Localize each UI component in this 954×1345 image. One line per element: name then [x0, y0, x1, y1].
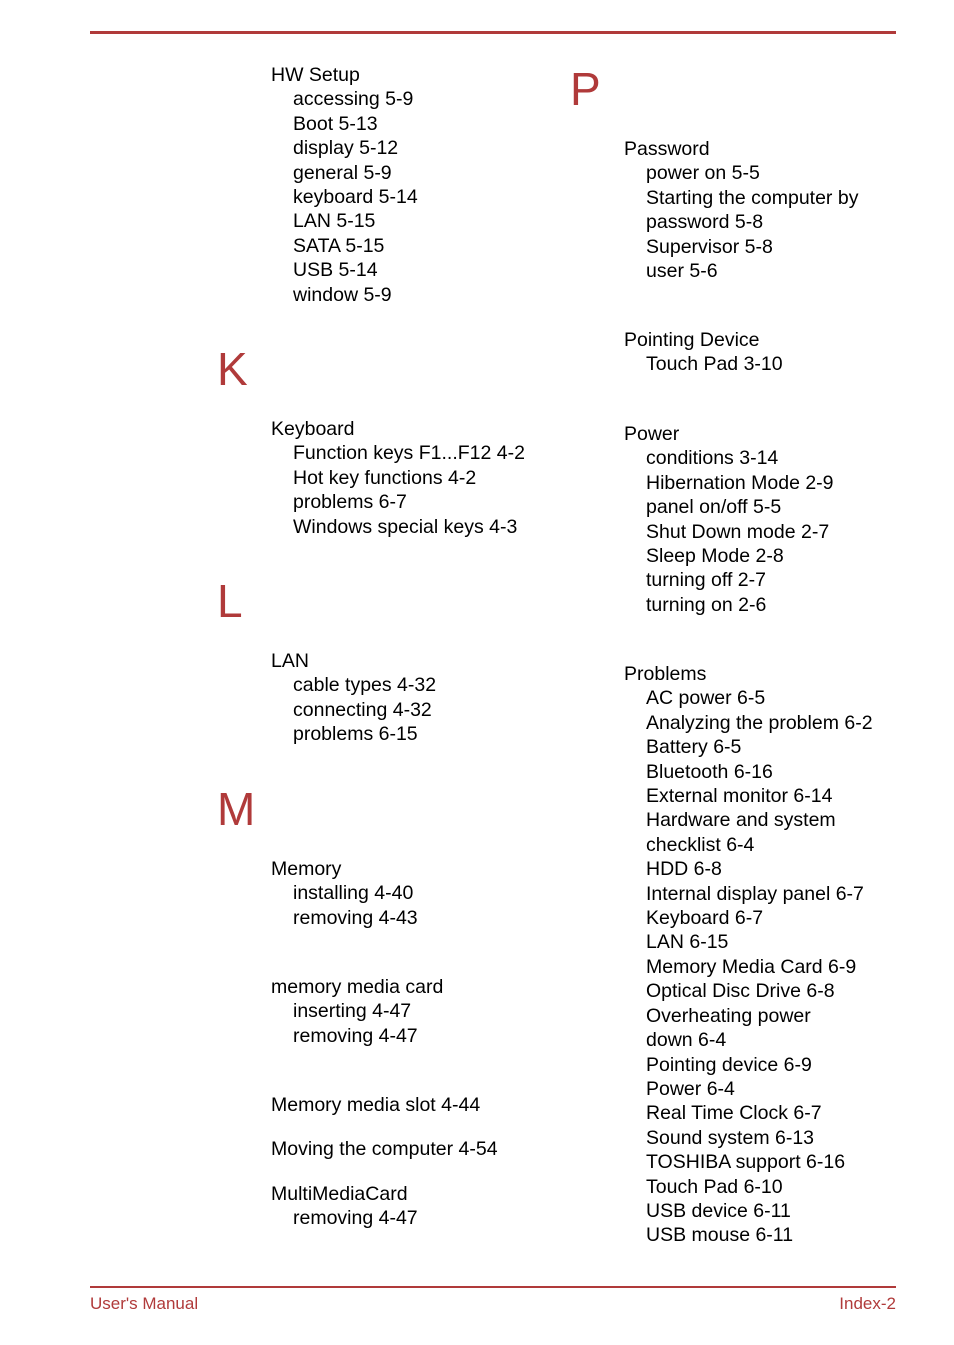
footer-rule [90, 1286, 896, 1288]
entry-title: Pointing Device [624, 329, 760, 351]
section-letter-p: P [570, 63, 601, 115]
sub-entry: Pointing device 6-9 [646, 1053, 812, 1076]
sub-entry: removing 4-47 [293, 1207, 418, 1230]
sub-entry: Sound system 6-13 [646, 1126, 815, 1149]
sub-entry: Hardware and system [646, 809, 836, 832]
sub-entry: checklist 6-4 [646, 833, 755, 856]
section-letter-m: M [217, 783, 256, 835]
sub-entry: Power 6-4 [646, 1077, 735, 1100]
sub-entry: Supervisor 5-8 [646, 235, 773, 258]
index-entry-problems [624, 662, 873, 1248]
footer-manual-title: User's Manual [90, 1294, 199, 1313]
section-letter-l: L [217, 575, 243, 627]
entry-title: Memory media slot 4-44 [271, 1094, 481, 1116]
sub-entry: HDD 6-8 [646, 858, 722, 881]
sub-entry: password 5-8 [646, 211, 764, 234]
sub-entry: panel on/off 5-5 [646, 496, 782, 519]
sub-entry: power on 5-5 [646, 162, 760, 185]
sub-entry: cable types 4-32 [293, 674, 437, 697]
index-entry-hw-setup [271, 63, 418, 307]
sub-entry: Shut Down mode 2-7 [646, 520, 830, 543]
sub-entry: inserting 4-47 [293, 1000, 412, 1023]
sub-entry: Hot key functions 4-2 [293, 466, 477, 489]
sub-entry: Optical Disc Drive 6-8 [646, 980, 835, 1003]
sub-entry: Touch Pad 6-10 [646, 1175, 783, 1198]
sub-entry: down 6-4 [646, 1029, 727, 1052]
sub-entry: removing 4-47 [293, 1024, 418, 1047]
sub-entry: display 5-12 [293, 137, 399, 160]
sub-entry: turning off 2-7 [646, 569, 766, 592]
sub-entry: Keyboard 6-7 [646, 907, 764, 930]
sub-entry: Memory Media Card 6-9 [646, 955, 857, 978]
entry-title: Moving the computer 4-54 [271, 1138, 498, 1160]
entry-title: MultiMediaCard [271, 1183, 408, 1205]
sub-entry: window 5-9 [293, 283, 392, 306]
index-entry-memory-media-slot [271, 1093, 480, 1117]
sub-entry: Touch Pad 3-10 [646, 353, 783, 376]
index-entry-pointing-device [624, 328, 783, 377]
sub-entry: LAN 5-15 [293, 210, 376, 233]
index-entry-multimediacard [271, 1182, 418, 1231]
entry-title: Keyboard [271, 418, 355, 440]
sub-entry: connecting 4-32 [293, 698, 432, 721]
index-entry-keyboard [271, 417, 525, 539]
index-entry-lan [271, 649, 436, 747]
sub-entry: removing 4-43 [293, 906, 418, 929]
entry-title: Password [624, 138, 710, 160]
sub-entry: Hibernation Mode 2-9 [646, 471, 834, 494]
sub-entry: USB device 6-11 [646, 1199, 791, 1222]
section-letter-k: K [217, 343, 248, 395]
index-entry-power [624, 422, 834, 617]
entry-title: LAN [271, 650, 309, 672]
footer-page-number: Index-2 [839, 1294, 896, 1313]
sub-entry: Sleep Mode 2-8 [646, 545, 784, 568]
sub-entry: External monitor 6-14 [646, 785, 833, 808]
sub-entry: Battery 6-5 [646, 736, 742, 759]
sub-entry: Analyzing the problem 6-2 [646, 711, 873, 734]
sub-entry: turning on 2-6 [646, 593, 767, 616]
sub-entry: USB mouse 6-11 [646, 1224, 794, 1247]
sub-entry: accessing 5-9 [293, 88, 414, 111]
sub-entry: USB 5-14 [293, 259, 378, 282]
header-rule [90, 31, 896, 34]
entry-title: memory media card [271, 976, 444, 998]
sub-entry: Bluetooth 6-16 [646, 760, 773, 783]
sub-entry: problems 6-7 [293, 491, 407, 514]
entry-title: Power [624, 423, 680, 445]
sub-entry: Overheating power [646, 1004, 811, 1027]
index-entry-memory [271, 857, 418, 930]
entry-title: Memory [271, 858, 342, 880]
index-entry-memory-media-card [271, 975, 443, 1048]
sub-entry: installing 4-40 [293, 882, 414, 905]
sub-entry: conditions 3-14 [646, 447, 779, 470]
entry-title: Problems [624, 663, 707, 685]
sub-entry: problems 6-15 [293, 723, 418, 746]
sub-entry: Boot 5-13 [293, 112, 378, 135]
index-entry-password [624, 137, 858, 283]
sub-entry: Starting the computer by [646, 186, 859, 209]
sub-entry: Function keys F1...F12 4-2 [293, 442, 525, 465]
entry-title: HW Setup [271, 64, 360, 86]
sub-entry: keyboard 5-14 [293, 186, 418, 209]
sub-entry: Internal display panel 6-7 [646, 882, 864, 905]
sub-entry: LAN 6-15 [646, 931, 729, 954]
index-entry-moving [271, 1137, 498, 1161]
sub-entry: TOSHIBA support 6-16 [646, 1151, 846, 1174]
sub-entry: AC power 6-5 [646, 687, 766, 710]
sub-entry: general 5-9 [293, 161, 392, 184]
sub-entry: SATA 5-15 [293, 234, 385, 257]
sub-entry: Windows special keys 4-3 [293, 515, 518, 538]
sub-entry: Real Time Clock 6-7 [646, 1102, 822, 1125]
sub-entry: user 5-6 [646, 260, 718, 283]
